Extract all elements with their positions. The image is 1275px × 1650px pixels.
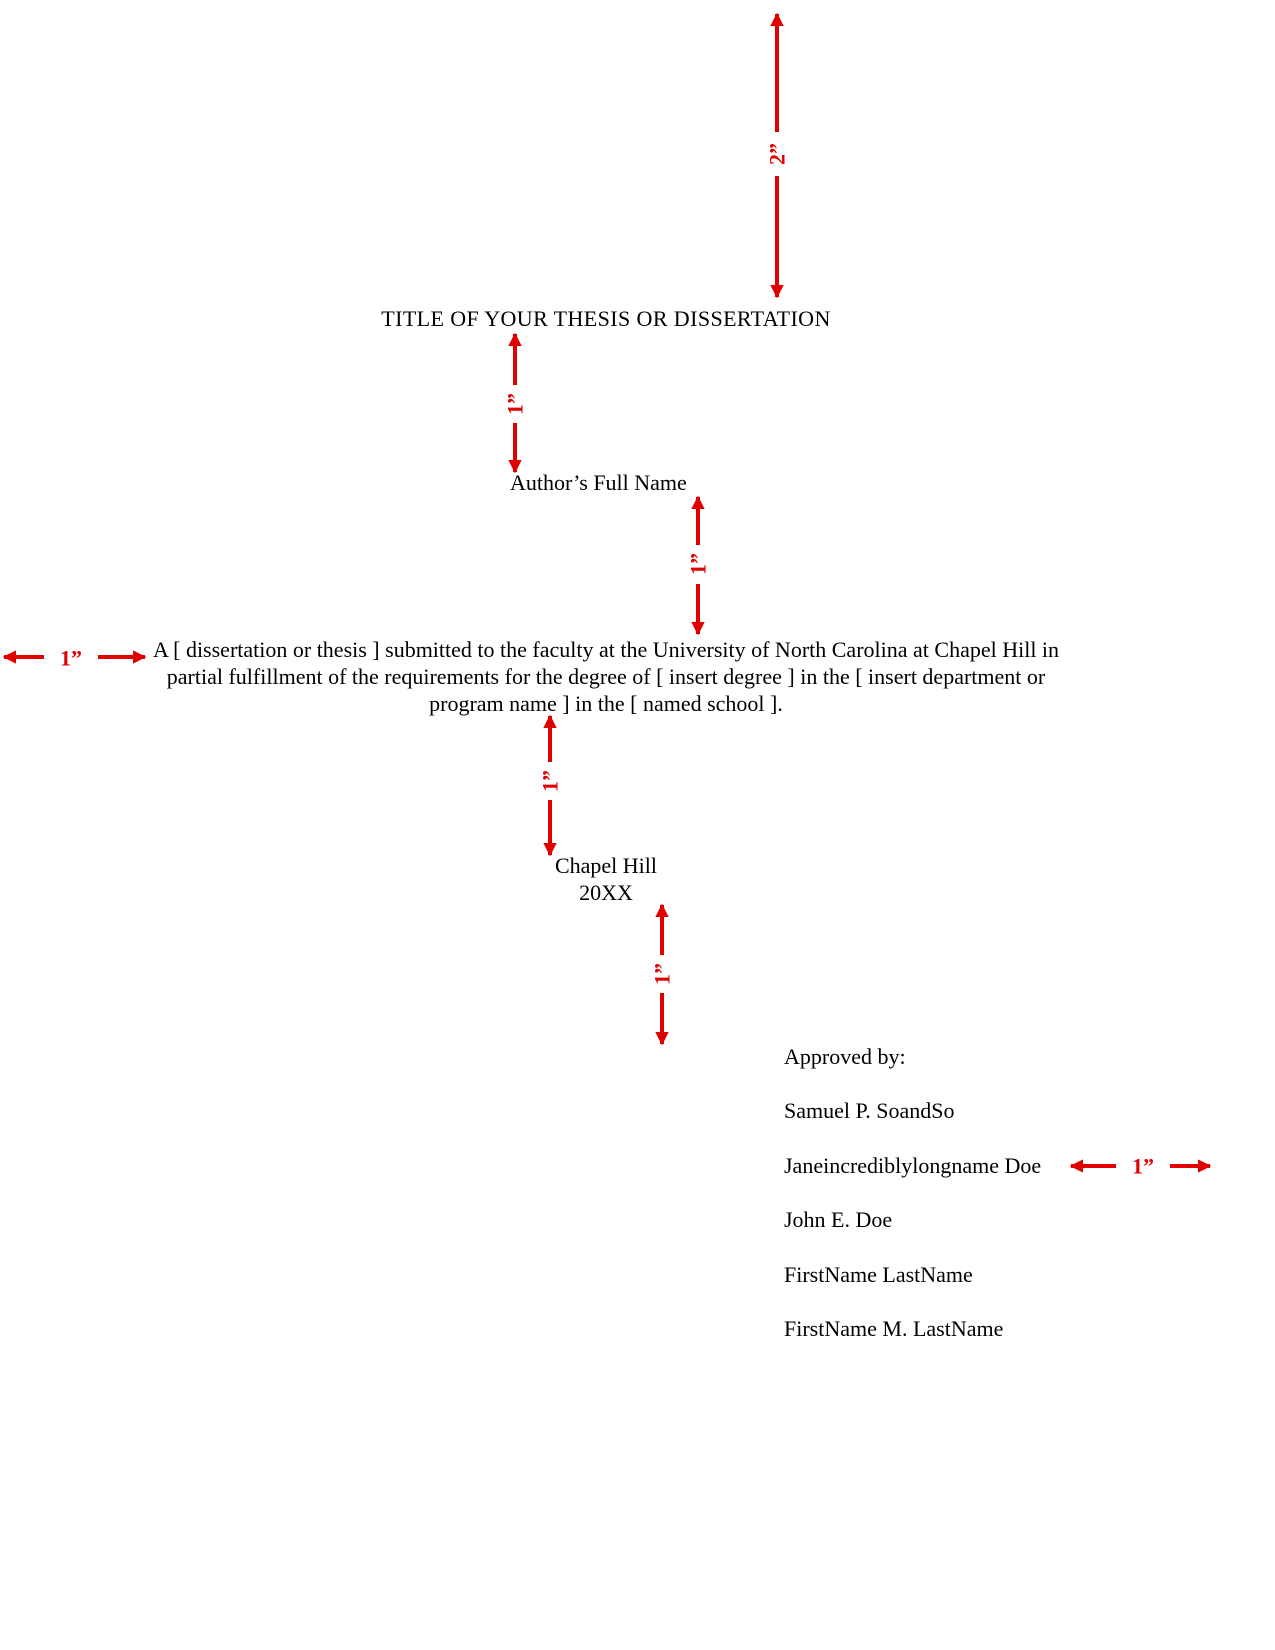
right-margin-label: 1” [1132, 1153, 1154, 1179]
author-name: Author’s Full Name [510, 470, 687, 495]
author-statement-gap-label: 1” [685, 553, 711, 575]
document-title: TITLE OF YOUR THESIS OR DISSERTATION [381, 306, 831, 331]
approver-name: FirstName M. LastName [784, 1316, 1004, 1341]
year-approval-gap-label: 1” [649, 963, 675, 985]
top-margin-label: 2” [764, 143, 790, 165]
approver-name: John E. Doe [784, 1207, 893, 1232]
city: Chapel Hill [554, 853, 658, 878]
year: 20XX [579, 880, 633, 905]
approver-name: FirstName LastName [784, 1262, 973, 1287]
submission-statement: A [ dissertation or thesis ] submitted to the faculty at the University of North Carolina at Chapel Hill in partial fulfillment of the requirements for the degree of [ insert degree ] in the [ insert department or program name ] in the [ named school ]. [152, 637, 1060, 716]
approved-by-label: Approved by: [784, 1044, 906, 1069]
approver-name: Janeincrediblylongname Doe [784, 1153, 1042, 1178]
statement-city-gap-label: 1” [537, 770, 563, 792]
left-margin-label: 1” [60, 645, 82, 671]
approver-name: Samuel P. SoandSo [784, 1098, 955, 1123]
title-author-gap-label: 1” [502, 393, 528, 415]
